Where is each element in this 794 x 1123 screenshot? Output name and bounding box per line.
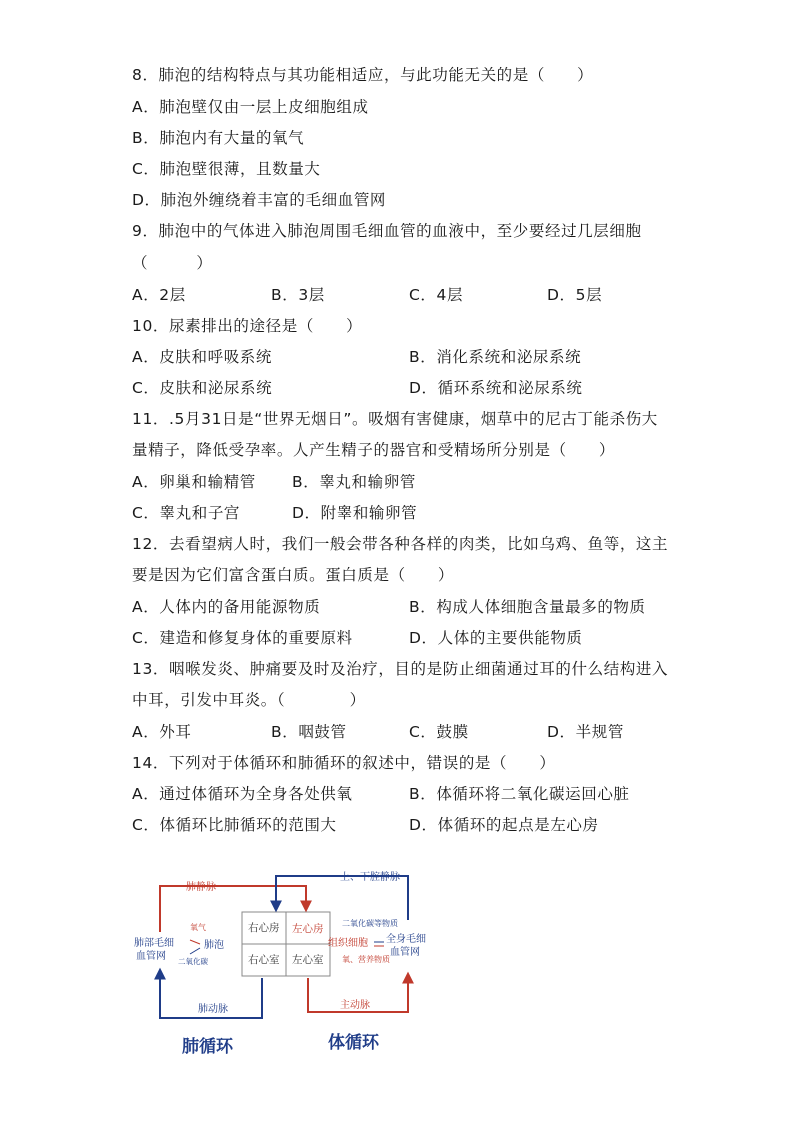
lung-capillary-label-1: 肺部毛细 — [134, 938, 174, 949]
question-11-option-b: B．睾丸和输卵管 — [292, 473, 416, 491]
question-11-option-a: A．卵巢和输精管 — [132, 473, 256, 491]
left-atrium-label: 左心房 — [292, 923, 324, 935]
question-13-option-d: D．半规管 — [547, 723, 624, 741]
question-13-stem-cont: 中耳，引发中耳炎。（ ） — [132, 691, 366, 709]
question-9-option-d: D．5层 — [547, 286, 603, 304]
alveolus-label: 肺泡 — [204, 940, 224, 951]
question-14-stem: 14．下列对于体循环和肺循环的叙述中，错误的是（ ） — [132, 754, 556, 772]
question-13-option-b: B．咽鼓管 — [271, 723, 347, 741]
question-10-option-b: B．消化系统和泌尿系统 — [409, 348, 582, 366]
question-8-option-d: D．肺泡外缠绕着丰富的毛细血管网 — [132, 191, 387, 209]
question-9-stem-cont: （ ） — [132, 254, 213, 272]
question-12-stem: 12．去看望病人时，我们一般会带各种各样的肉类，比如乌鸡、鱼等，这主 — [132, 535, 669, 553]
left-ventricle-label: 左心室 — [292, 954, 324, 966]
question-11-stem: 11．.5月31日是“世界无烟日”。吸烟有害健康，烟草中的尼古丁能杀伤大 — [132, 410, 658, 428]
question-13-option-a: A．外耳 — [132, 723, 192, 741]
lung-capillary-label-2: 血管网 — [136, 951, 166, 962]
aorta-label: 主动脉 — [340, 1000, 370, 1011]
oxygen-nutrients-label: 氧、营养物质 — [342, 955, 390, 964]
pulmonary-vein-label: 肺静脉 — [186, 882, 216, 893]
question-14-option-c: C．体循环比肺循环的范围大 — [132, 816, 337, 834]
pulmonary-vein-path — [160, 886, 306, 932]
right-atrium-label: 右心房 — [248, 922, 280, 934]
question-10-option-c: C．皮肤和泌尿系统 — [132, 379, 273, 397]
oxygen-arrow — [190, 940, 200, 944]
question-9-option-c: C．4层 — [409, 286, 464, 304]
question-11-option-c: C．睾丸和子宫 — [132, 504, 241, 522]
pulmonary-circulation-title: 肺循环 — [182, 1037, 233, 1057]
right-ventricle-label: 右心室 — [248, 954, 280, 966]
question-11-option-d: D．附睾和输卵管 — [292, 504, 418, 522]
question-12-option-b: B．构成人体细胞含量最多的物质 — [409, 598, 646, 616]
question-8-option-a: A．肺泡壁仅由一层上皮细胞组成 — [132, 98, 369, 116]
co2-label: 二氧化碳 — [178, 957, 208, 966]
question-14-option-a: A．通过体循环为全身各处供氧 — [132, 785, 353, 803]
question-10-stem: 10．尿素排出的途径是（ ） — [132, 317, 363, 335]
body-capillary-label-1: 全身毛细 — [386, 934, 426, 945]
systemic-circulation-title: 体循环 — [328, 1033, 379, 1053]
question-12-stem-cont: 要是因为它们富含蛋白质。蛋白质是（ ） — [132, 566, 455, 584]
question-10-option-d: D．循环系统和泌尿系统 — [409, 379, 583, 397]
question-8-stem: 8．肺泡的结构特点与其功能相适应，与此功能无关的是（ ） — [132, 66, 594, 84]
question-11-stem-cont: 量精子，降低受孕率。人产生精子的器官和受精场所分别是（ ） — [132, 441, 616, 459]
question-14-option-d: D．体循环的起点是左心房 — [409, 816, 599, 834]
vena-cava-label: 上、下腔静脉 — [340, 872, 400, 883]
question-12-option-d: D．人体的主要供能物质 — [409, 629, 583, 647]
oxygen-label: 氧气 — [190, 923, 206, 932]
co2-etc-label: 二氧化碳等物质 — [342, 919, 398, 928]
co2-arrow — [190, 948, 200, 954]
question-8-option-c: C．肺泡壁很薄，且数量大 — [132, 160, 321, 178]
question-9-option-b: B．3层 — [271, 286, 325, 304]
body-capillary-label-2: 血管网 — [390, 947, 420, 958]
question-9-stem: 9．肺泡中的气体进入肺泡周围毛细血管的血液中，至少要经过几层细胞 — [132, 222, 642, 240]
question-13-stem: 13．咽喉发炎、肿痛要及时及治疗，目的是防止细菌通过耳的什么结构进入 — [132, 660, 669, 678]
question-14-option-b: B．体循环将二氧化碳运回心脏 — [409, 785, 630, 803]
question-13-option-c: C．鼓膜 — [409, 723, 469, 741]
tissue-cells-label: 组织细胞 — [328, 938, 368, 949]
question-12-option-a: A．人体内的备用能源物质 — [132, 598, 321, 616]
question-8-option-b: B．肺泡内有大量的氧气 — [132, 129, 305, 147]
question-12-option-c: C．建造和修复身体的重要原料 — [132, 629, 353, 647]
blood-circulation-diagram — [130, 862, 440, 1067]
pulmonary-artery-label: 肺动脉 — [198, 1004, 228, 1015]
circulation-svg — [130, 862, 440, 1067]
question-10-option-a: A．皮肤和呼吸系统 — [132, 348, 273, 366]
question-9-option-a: A．2层 — [132, 286, 186, 304]
